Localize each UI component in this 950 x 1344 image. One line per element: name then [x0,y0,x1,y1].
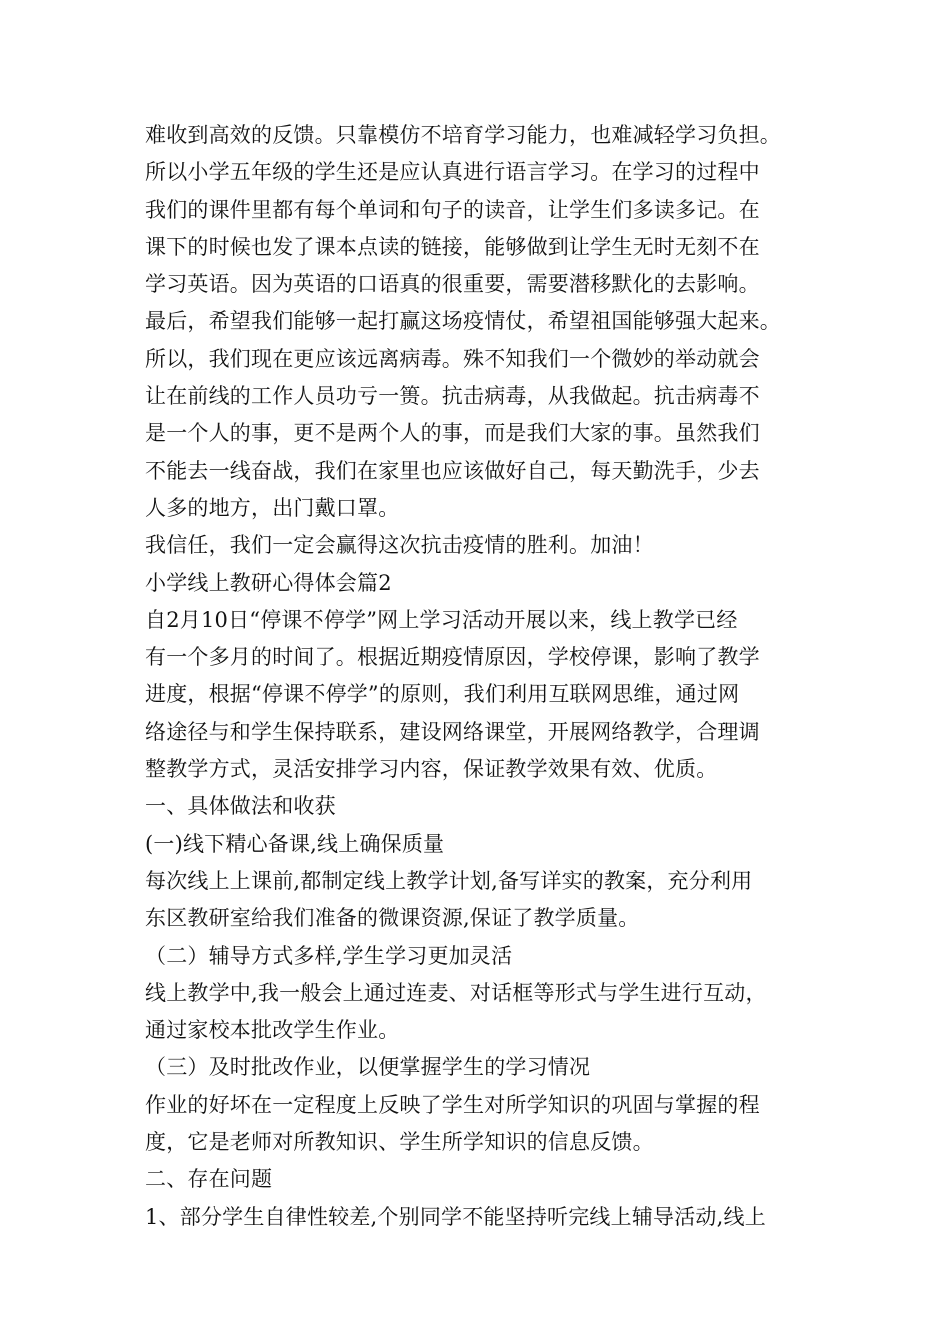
text-line: 线上教学中,我一般会上通过连麦、对话框等形式与学生进行互动， [145,980,767,1005]
text-line: 课下的时候也发了课本点读的链接，能够做到让学生无时无刻不在 [145,234,760,259]
text-line: 最后，希望我们能够一起打赢这场疫情仗，希望祖国能够强大起来。 [145,309,781,334]
heading-2: 二、存在问题 [145,1167,273,1192]
text-line: 人多的地方，出门戴口罩。 [145,495,400,520]
subheading-1: (一)线下精心备课,线上确保质量 [145,831,445,856]
text-line: 通过家校本批改学生作业。 [145,1018,400,1043]
document-body [145,117,825,1236]
text-line: 有一个多月的时间了。根据近期疫情原因，学校停课，影响了教学 [145,645,760,670]
text-line: 难收到高效的反馈。只靠模仿不培育学习能力，也难减轻学习负担。 [145,123,781,147]
text-line: 所以，我们现在更应该远离病毒。殊不知我们一个微妙的举动就会 [145,346,760,371]
text-line: 络途径与和学生保持联系，建设网络课堂，开展网络教学，合理调 [145,719,760,744]
text-line: 我信任，我们一定会赢得这次抗击疫情的胜利。加油！ [145,533,654,558]
subheading-3: （三）及时批改作业，以便掌握学生的学习情况 [145,1055,591,1080]
text-line: 1、部分学生自律性较差,个别同学不能坚持听完线上辅导活动,线上 [145,1204,766,1229]
text-line: 度，它是老师对所教知识、学生所学知识的信息反馈。 [145,1130,654,1155]
text-line: 不能去一线奋战，我们在家里也应该做好自己，每天勤洗手，少去 [145,458,760,483]
text-line: 是一个人的事，更不是两个人的事，而是我们大家的事。虽然我们 [145,421,760,446]
text-line: 让在前线的工作人员功亏一篑。抗击病毒，从我做起。抗击病毒不 [145,384,760,409]
text-line: 我们的课件里都有每个单词和句子的读音，让学生们多读多记。在 [145,197,760,222]
text-line: 每次线上上课前,都制定线上教学计划,备写详实的教案，充分利用 [145,868,753,893]
text-line: 所以小学五年级的学生还是应认真进行语言学习。在学习的过程中 [145,160,760,185]
text-line: 自2月10日“停课不停学”网上学习活动开展以来，线上教学已经 [145,607,738,632]
subheading-2: （二）辅导方式多样,学生学习更加灵活 [145,943,513,968]
text-line: 进度，根据“停课不停学”的原则，我们利用互联网思维，通过网 [145,682,740,707]
heading-1: 一、具体做法和收获 [145,794,336,819]
text-line: 学习英语。因为英语的口语真的很重要，需要潜移默化的去影响。 [145,272,760,297]
text-line: 整教学方式，灵活安排学习内容，保证教学效果有效、优质。 [145,757,718,782]
text-line: 东区教研室给我们准备的微课资源,保证了教学质量。 [145,906,640,931]
text-line: 作业的好坏在一定程度上反映了学生对所学知识的巩固与掌握的程 [145,1092,760,1117]
section-title: 小学线上教研心得体会篇2 [145,570,392,595]
